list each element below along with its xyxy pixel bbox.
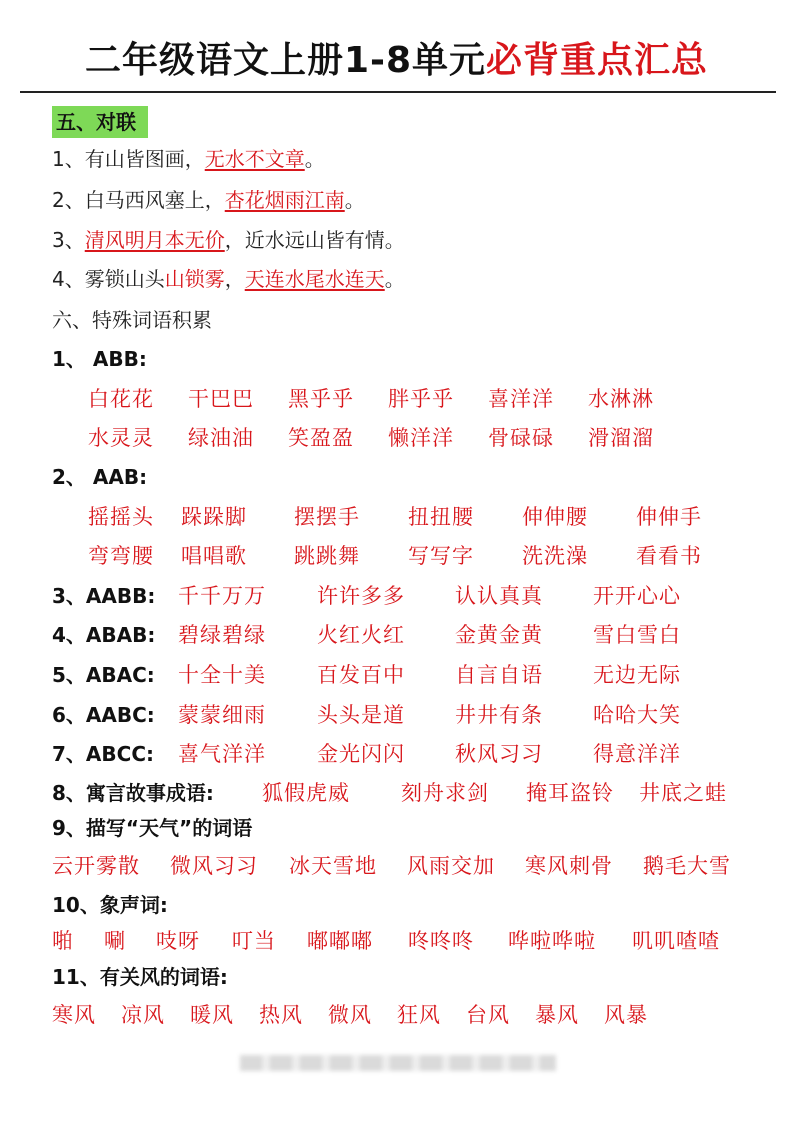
word: 笑盈盈 <box>288 426 354 450</box>
word: 鹅毛大雪 <box>643 854 731 878</box>
couplet-1-end: 。 <box>304 147 325 171</box>
word: 水淋淋 <box>588 387 654 411</box>
wind-label: 11、有关风的词语: <box>52 965 228 989</box>
word: 井井有条 <box>455 703 543 727</box>
word: 千千万万 <box>178 584 266 608</box>
word: 狂风 <box>397 1003 441 1027</box>
word: 咚咚咚 <box>408 929 474 953</box>
word: 黑乎乎 <box>288 387 354 411</box>
word: 唱唱歌 <box>181 544 247 568</box>
word: 冰天雪地 <box>289 854 377 878</box>
couplet-3-second: ，近水远山皆有情。 <box>224 228 405 252</box>
word: 金光闪闪 <box>317 742 405 766</box>
word: 金黄金黄 <box>455 623 543 647</box>
word: 凉风 <box>121 1003 165 1027</box>
couplet-3-answer: 清风明月本无价 <box>84 228 225 252</box>
page-title <box>0 36 793 86</box>
word: 扭扭腰 <box>408 505 474 529</box>
pattern-label: 6、AABC: <box>52 703 155 727</box>
word: 寒风 <box>52 1003 96 1027</box>
section-heading-couplets: 五、对联 <box>52 106 148 138</box>
title-main: 二年级语文上册1-8单元 <box>84 40 487 81</box>
couplet-4 <box>52 264 405 294</box>
word: 摆摆手 <box>294 505 360 529</box>
abb-label: 1、 ABB: <box>52 347 147 371</box>
couplet-3 <box>52 225 405 255</box>
word: 风暴 <box>604 1003 648 1027</box>
word: 喜气洋洋 <box>178 742 266 766</box>
aab-label: 2、 AAB: <box>52 465 148 489</box>
couplet-2 <box>52 185 365 215</box>
word: 蒙蒙细雨 <box>178 703 266 727</box>
blurred-watermark <box>240 1055 556 1071</box>
word: 哗啦哗啦 <box>508 929 596 953</box>
title-highlight: 必背重点汇总 <box>486 40 709 81</box>
word: 头头是道 <box>317 703 405 727</box>
word: 胖乎乎 <box>388 387 454 411</box>
word: 刻舟求剑 <box>401 781 489 805</box>
couplet-2-answer: 杏花烟雨江南 <box>224 188 345 212</box>
word: 狐假虎威 <box>262 781 350 805</box>
couplet-1-answer: 无水不文章 <box>204 147 305 171</box>
word: 雪白雪白 <box>593 623 681 647</box>
word: 摇摇头 <box>88 505 154 529</box>
pattern-label: 4、ABAB: <box>52 623 156 647</box>
word: 云开雾散 <box>52 854 140 878</box>
couplet-2-first: 2、白马西风塞上， <box>52 188 225 212</box>
idioms-label: 8、寓言故事成语: <box>52 781 214 805</box>
word: 干巴巴 <box>188 387 254 411</box>
pattern-label: 5、ABAC: <box>52 663 155 687</box>
word: 暖风 <box>190 1003 234 1027</box>
word: 吱呀 <box>156 929 200 953</box>
section-heading-words: 六、特殊词语积累 <box>52 308 212 332</box>
word: 绿油油 <box>188 426 254 450</box>
word: 百发百中 <box>317 663 405 687</box>
word: 暴风 <box>535 1003 579 1027</box>
couplet-1 <box>52 144 325 174</box>
word: 微风习习 <box>170 854 258 878</box>
word: 开开心心 <box>593 584 681 608</box>
word: 骨碌碌 <box>488 426 554 450</box>
word: 寒风刺骨 <box>525 854 613 878</box>
couplet-4-sep: ， <box>224 267 245 291</box>
weather-label: 9、描写“天气”的词语 <box>52 816 253 840</box>
word: 写写字 <box>408 544 474 568</box>
word: 白花花 <box>88 387 154 411</box>
word: 啪 <box>52 929 74 953</box>
word: 秋风习习 <box>455 742 543 766</box>
word: 火红火红 <box>317 623 405 647</box>
word: 懒洋洋 <box>388 426 454 450</box>
word: 唰 <box>104 929 126 953</box>
word: 微风 <box>328 1003 372 1027</box>
word: 水灵灵 <box>88 426 154 450</box>
word: 嘟嘟嘟 <box>307 929 373 953</box>
word: 碧绿碧绿 <box>178 623 266 647</box>
couplet-3-num: 3、 <box>52 228 85 252</box>
word: 台风 <box>466 1003 510 1027</box>
word: 风雨交加 <box>407 854 495 878</box>
couplet-2-end: 。 <box>344 188 365 212</box>
word: 许许多多 <box>317 584 405 608</box>
word: 跳跳舞 <box>294 544 360 568</box>
word: 看看书 <box>636 544 702 568</box>
word: 井底之蛙 <box>639 781 727 805</box>
couplet-4-end: 。 <box>384 267 405 291</box>
word: 跺跺脚 <box>181 505 247 529</box>
word: 十全十美 <box>178 663 266 687</box>
title-divider <box>20 91 776 93</box>
couplet-4-first: 4、雾锁山头 <box>52 267 165 291</box>
word: 掩耳盗铃 <box>526 781 614 805</box>
word: 热风 <box>259 1003 303 1027</box>
word: 伸伸腰 <box>522 505 588 529</box>
word: 喜洋洋 <box>488 387 554 411</box>
word: 洗洗澡 <box>522 544 588 568</box>
word: 叮当 <box>232 929 276 953</box>
word: 伸伸手 <box>636 505 702 529</box>
onomatopoeia-label: 10、象声词: <box>52 893 168 917</box>
couplet-1-first: 1、有山皆图画， <box>52 147 205 171</box>
word: 弯弯腰 <box>88 544 154 568</box>
word: 滑溜溜 <box>588 426 654 450</box>
word: 叽叽喳喳 <box>632 929 720 953</box>
pattern-label: 3、AABB: <box>52 584 156 608</box>
couplet-4-red: 山锁雾 <box>164 267 225 291</box>
word: 哈哈大笑 <box>593 703 681 727</box>
word: 无边无际 <box>593 663 681 687</box>
word: 得意洋洋 <box>593 742 681 766</box>
word: 认认真真 <box>455 584 543 608</box>
couplet-4-answer: 天连水尾水连天 <box>244 267 385 291</box>
pattern-label: 7、ABCC: <box>52 742 154 766</box>
word: 自言自语 <box>455 663 543 687</box>
